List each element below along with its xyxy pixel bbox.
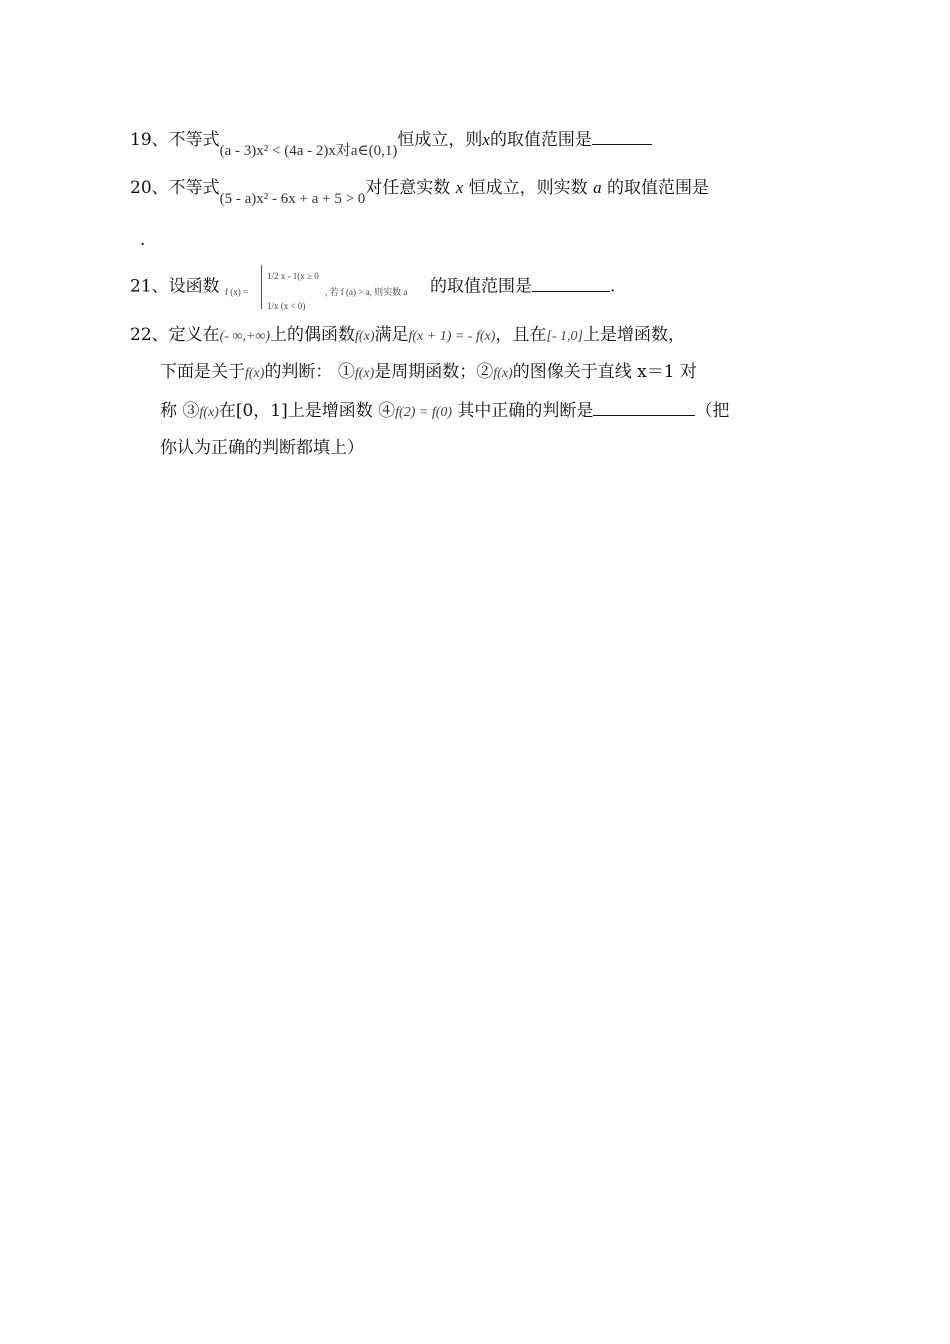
q20-tail: 的取值范围是 xyxy=(606,178,709,198)
q21-tail: 的取值范围是 xyxy=(430,276,533,297)
question-22-line-4 xyxy=(160,436,364,460)
q21-end: . xyxy=(610,276,616,297)
q20-text2: 恒成立，则实数 xyxy=(468,178,588,198)
q22-l2f2: f(x) xyxy=(354,366,375,381)
q22-answer-blank[interactable] xyxy=(593,397,695,416)
q20-period: . xyxy=(140,230,146,250)
q22-l3c: 其中正确的判断是 xyxy=(452,401,594,421)
q21-brace xyxy=(261,265,265,309)
question-21 xyxy=(130,262,615,312)
question-22-line-2 xyxy=(160,360,697,386)
q22-l3b: 在[0，1]上是增函数 ④ xyxy=(218,401,396,421)
q19-text: 恒成立，则 xyxy=(397,130,483,150)
q21-case2: 1/x (x < 0) xyxy=(267,301,306,311)
q20-expression: (5 - a)x² - 6x + a + 5 > 0 xyxy=(219,191,366,207)
q20-var1: x xyxy=(455,178,464,197)
q22-t1: 上的偶函数 xyxy=(270,325,356,345)
q22-number: 22、定义在 xyxy=(130,325,220,345)
q20-answer-line[interactable] xyxy=(140,228,145,252)
question-19 xyxy=(130,126,652,159)
q21-case1: 1/2 x - 1(x ≥ 0 xyxy=(267,271,319,281)
q22-l2d: 的图像关于直线 x＝1 对 xyxy=(512,362,697,382)
q19-expression: (a - 3)x² < (4a - 2)x对a∈(0,1) xyxy=(219,143,398,159)
q22-f1: f(x) xyxy=(355,329,375,344)
q22-t2: 满足 xyxy=(374,325,409,345)
q22-l2f3: f(x) xyxy=(493,366,513,381)
q21-answer-blank[interactable] xyxy=(532,273,610,292)
q22-interval2: [- 1,0] xyxy=(546,329,583,344)
q19-var: x xyxy=(482,130,490,149)
q22-l4: 你认为正确的判断都填上） xyxy=(160,438,364,458)
q19-tail: 的取值范围是 xyxy=(489,130,592,150)
q22-l2c: 是周期函数；② xyxy=(374,362,494,382)
q21-fx: f (x) = xyxy=(225,287,249,297)
q22-l3f: f(x) xyxy=(199,405,219,420)
q20-var2: a xyxy=(593,178,602,197)
question-22-line-1 xyxy=(130,323,685,349)
q19-answer-blank[interactable] xyxy=(592,126,652,145)
q22-l3d: （把 xyxy=(695,401,730,421)
q21-number: 21、设函数 xyxy=(130,276,220,297)
q22-f2: f(x + 1) = - f(x) xyxy=(408,329,496,344)
q22-l2f: f(x) xyxy=(245,366,265,381)
q21-condition: , 若 f (a) > a, 则实数 a xyxy=(325,287,408,297)
q22-l2b: 的判断： ① xyxy=(264,362,355,382)
q22-t3: ，且在 xyxy=(495,325,547,345)
q22-t4: 上是增函数， xyxy=(582,325,685,345)
q21-piecewise-function xyxy=(225,262,430,312)
q22-l3a: 称 ③ xyxy=(160,401,200,421)
question-22-line-3 xyxy=(160,397,729,425)
question-20 xyxy=(130,176,709,207)
q22-interval: (- ∞,+∞) xyxy=(219,329,271,344)
q20-text1: 对任意实数 xyxy=(365,178,451,198)
q22-l2a: 下面是关于 xyxy=(160,362,245,382)
q20-number: 20、不等式 xyxy=(130,178,220,198)
q19-number: 19、不等式 xyxy=(130,130,220,150)
q22-l3f2: f(2) = f(0) xyxy=(395,405,453,420)
